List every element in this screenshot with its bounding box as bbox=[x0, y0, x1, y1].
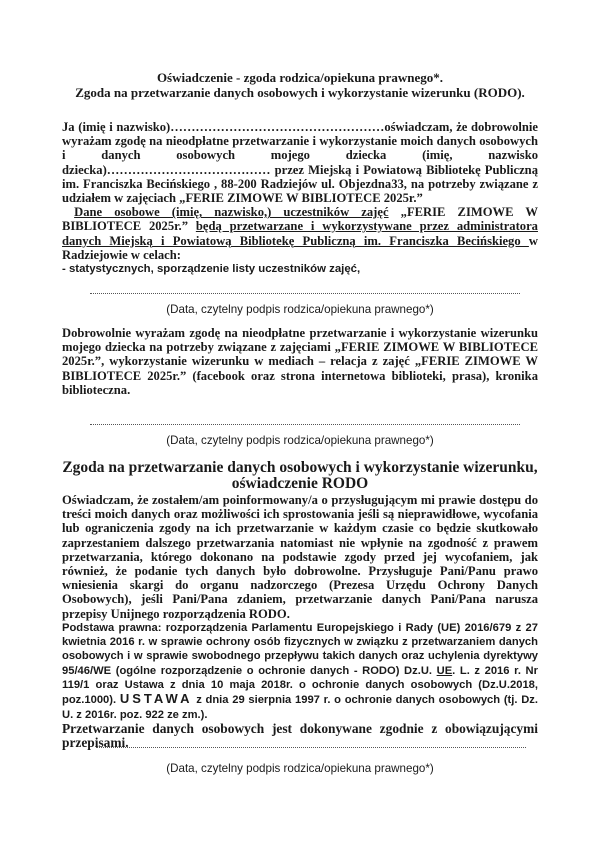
personal-data-event: „FERIE ZIMOWE W BIBLIOTECE 2025r.” bbox=[62, 205, 538, 234]
personal-data-paragraph bbox=[62, 205, 538, 262]
signature-line-1[interactable] bbox=[90, 293, 520, 295]
rodo-section bbox=[62, 493, 538, 750]
legal-basis-ue: UE bbox=[436, 664, 453, 677]
image-consent-paragraph: Dobrowolnie wyrażam zgodę na nieodpłatne przetwarzanie i wykorzystanie wizerunku mojego dziecka na potrzeby związane z zajęciami „FERIE ZIMOWE W BIBLIOTECE 2025r.”, wykorzystanie wizerunku w mediach – relacja z zajęć „FERIE ZIMOWE W BIBLIOTECE 2025r.” (facebook oraz strona internetowa biblioteki, prasa), kronika biblioteczna. bbox=[62, 326, 538, 397]
consent-data-paragraph: Ja (imię i nazwisko)……………………………………………oświadczam, że dobrowolnie wyrażam zgodę na nieodpłatne przetwarzanie i wykorzystanie moich danych osobowych i danych osobowych mojego dziecka (imię, nazwisko dziecka)………………………………… przez Miejską i Powiatową Bibliotekę Publiczną im. Franciszka Becińskiego , 88-200 Radziejów ul. Objezdna33, na potrzeby związane z udziałem w zajęciach „FERIE ZIMOWE W BIBLIOTECE 2025r.” bbox=[62, 120, 538, 206]
document-header bbox=[0, 70, 600, 100]
personal-data-purpose: w Radziejowie w celach: bbox=[62, 233, 538, 262]
consent-data-section bbox=[62, 120, 538, 276]
legal-basis-text-c: z dnia 29 sierpnia 1997 r. o ochronie danych osobowych (tj. Dz. U. z 2016r. poz. 922 ze zm.). bbox=[62, 694, 538, 721]
closing-paragraph: Przetwarzanie danych osobowych jest dokonywane zgodnie z obowiązującymi przepisami. bbox=[62, 720, 538, 751]
legal-basis-text-a: Podstawa prawna: rozporządzenia Parlamentu Europejskiego i Rady (UE) 2016/679 z 27 kwietnia 2016 r. w sprawie ochrony osób fizycznych w związku z przetwarzaniem danych osobowych i w sprawie swobodnego przepływu takich danych oraz uchylenia dyrektywy 95/46/WE (ogólne rozporządzenie o ochronie danych - RODO) Dz.U. bbox=[62, 621, 538, 677]
legal-basis-paragraph bbox=[62, 621, 538, 722]
legal-basis-ustawa: USTAWA bbox=[119, 691, 193, 707]
signature-label-1: (Data, czytelny podpis rodzica/opiekuna prawnego*) bbox=[166, 303, 434, 316]
image-consent-section bbox=[62, 326, 538, 397]
personal-data-underlined-1: Dane osobowe (imię, nazwisko,) uczestników zajęć bbox=[74, 205, 389, 220]
signature-label-3: (Data, czytelny podpis rodzica/opiekuna prawnego*) bbox=[166, 762, 434, 775]
rodo-title-line2: oświadczenie RODO bbox=[231, 475, 369, 492]
header-title-line2: Zgoda na przetwarzanie danych osobowych i wykorzystanie wizerunku (RODO). bbox=[75, 85, 525, 100]
header-title-line1: Oświadczenie - zgoda rodzica/opiekuna prawnego*. bbox=[156, 70, 444, 85]
signature-line-2[interactable] bbox=[90, 424, 520, 426]
purpose-bullet: - statystycznych, sporządzenie listy uczestników zajęć, bbox=[62, 263, 361, 276]
signature-line-3[interactable] bbox=[96, 747, 526, 749]
signature-label-2: (Data, czytelny podpis rodzica/opiekuna prawnego*) bbox=[166, 434, 434, 447]
rodo-title-line1: Zgoda na przetwarzanie danych osobowych i wykorzystanie wizerunku, bbox=[62, 459, 538, 476]
rodo-paragraph: Oświadczam, że zostałem/am poinformowany/a o przysługującym mi prawie dostępu do treści moich danych oraz możliwości ich sprostowania jeśli są nieprawidłowe, wycofania lub ograniczenia zgody na ich przetwarzanie w każdym czasie co będzie skutkowało zaprzestaniem dalszego przetwarzania natomiast nie wpłynie na zgodność z prawem przetwarzania, którego dokonano na podstawie zgody przed jej wycofaniem, jak również, że podanie tych danych było dobrowolne. Przysługuje Pani/Panu prawo wniesienia skargi do organu nadzorczego (Prezesa Urzędu Ochrony Danych Osobowych), jeśli Pani/Pana zdaniem, przetwarzanie danych Pani/Pana narusza przepisy Unijnego rozporządzenia RODO. bbox=[62, 493, 538, 621]
personal-data-underlined-2: będą przetwarzane i wykorzystywane przez administratora danych Miejską i Powiatową Bibliotekę Publiczną im. Franciszka Becińskiego bbox=[62, 219, 538, 248]
legal-basis-text-b: . L. z 2016 r. Nr 119/1 oraz Ustawa z dnia 10 maja 2018r. o ochronie danych osobowych (Dz.U.2018, poz.1000). bbox=[62, 664, 538, 707]
rodo-section-title bbox=[0, 460, 600, 492]
